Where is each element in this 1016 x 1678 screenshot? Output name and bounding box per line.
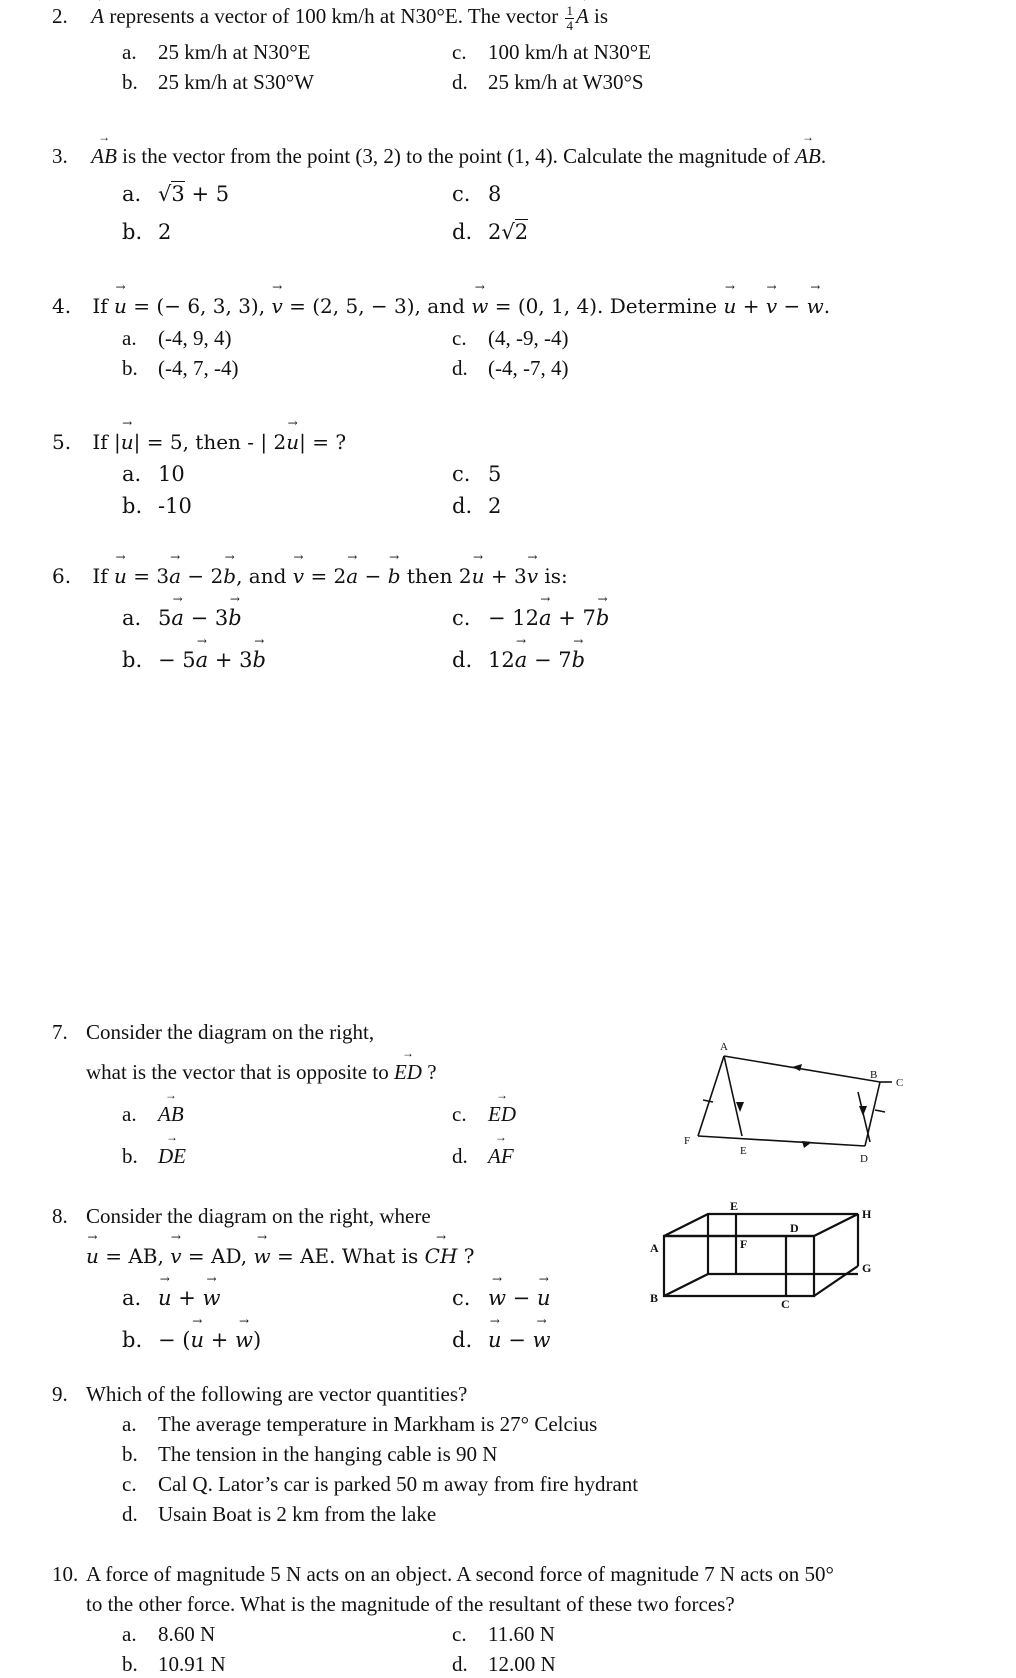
arrow-fd [802,1141,812,1148]
arrow-dd [859,1106,867,1116]
label-f: F [740,1237,748,1251]
option-3a[interactable]: a. √3 + 5 [122,182,230,206]
label-d: D [860,1153,868,1165]
option-2b[interactable]: b. 25 km/h at S30°W [122,70,314,94]
question-2: 2. → A represents a vector of 100 km/h at N30°E. The vector $\frac{1}{4}$ → A is [52,4,608,32]
question-3: 3. → AB is the vector from the point (3, 2) to the point (1, 4). Calculate the magnitude of → AB. [52,144,826,169]
option-3b[interactable]: b. 2 [122,220,172,244]
label-b: B [870,1069,878,1081]
question-10: 10. A force of magnitude 5 N acts on an object. A second force of magnitude 7 N acts on 50° [52,1562,834,1586]
label-c: C [781,1297,790,1310]
option-6d[interactable]: d. 12→ a − 7→ b [452,648,585,672]
option-2c[interactable]: c. 100 km/h at N30°E [452,40,651,64]
edge-cg [814,1266,858,1296]
box-top [664,1214,858,1236]
question-8-line2: → u = AB, → v = AD, → w = AE. What is → CH ? [86,1244,475,1268]
option-8c[interactable]: c.→ w − → u [452,1286,551,1310]
option-6c[interactable]: c. − 12→ a + 7→ b [452,606,609,630]
question-7-line2: what is the vector that is opposite to → ED ? [86,1060,437,1085]
parallelogram-diagram [670,1040,920,1170]
edge-hidden-base [664,1274,708,1296]
question-8: 8. Consider the diagram on the right, where [52,1204,431,1228]
option-4a[interactable]: a. (-4, 9, 4) [122,326,232,350]
fraction: $\frac{1}{4}$ [566,3,573,33]
option-9d[interactable]: d. Usain Boat is 2 km from the lake [122,1502,437,1526]
label-b: B [650,1291,659,1305]
option-7d[interactable]: d.→ AF [452,1144,514,1169]
option-7a[interactable]: a.→ AB [122,1102,184,1127]
option-6b[interactable]: b. − 5→ a + 3→ b [122,648,266,672]
label-h: H [862,1207,872,1221]
option-4c[interactable]: c. (4, -9, -4) [452,326,569,350]
question-9: 9. Which of the following are vector quantities? [52,1382,468,1406]
question-5: 5. If |→ u| = 5, then - | 2→ u| = ? [52,430,346,454]
option-5c[interactable]: c. 5 [452,462,502,486]
option-8b[interactable]: b. − (→ u + → w) [122,1328,261,1352]
label-c: C [896,1077,904,1089]
option-2d[interactable]: d. 25 km/h at W30°S [452,70,644,94]
label-d: D [790,1221,799,1235]
option-10d[interactable]: d. 12.00 N [452,1652,556,1676]
option-9c[interactable]: c. Cal Q. Lator’s car is parked 50 m away from fire hydrant [122,1472,639,1496]
option-3d[interactable]: d. 2√2 [452,220,529,244]
option-9b[interactable]: b. The tension in the hanging cable is 90 N [122,1442,498,1466]
segment-dd [858,1092,870,1142]
option-8d[interactable]: d.→ u − → w [452,1328,551,1352]
segment-ab [724,1056,880,1082]
label-e: E [730,1200,739,1213]
option-2a[interactable]: a. 25 km/h at N30°E [122,40,311,64]
question-4: 4. If → u = (− 6, 3, 3), → v = (2, 5, − 3), and → w = (0, 1, 4). Determine → u + → v − → w. [52,294,830,318]
segment-af [698,1056,724,1136]
box-front [664,1236,814,1296]
question-10-line2: to the other force. What is the magnitude of the resultant of these two forces? [86,1592,735,1616]
option-9a[interactable]: a. The average temperature in Markham is 27° Celcius [122,1412,598,1436]
option-5a[interactable]: a. 10 [122,462,185,486]
option-5b[interactable]: b. -10 [122,494,192,518]
option-3c[interactable]: c. 8 [452,182,502,206]
option-6a[interactable]: a. 5→ a − 3→ b [122,606,242,630]
option-7b[interactable]: b.→ DE [122,1144,186,1169]
arrow-ab [792,1064,802,1071]
option-10b[interactable]: b. 10.91 N [122,1652,226,1676]
option-5d[interactable]: d. 2 [452,494,502,518]
label-a: A [650,1241,659,1255]
label-f: F [684,1135,691,1147]
segment-fd [698,1136,865,1146]
segment-ae [724,1056,742,1136]
option-8a[interactable]: a.→ u + → w [122,1286,221,1310]
arrow-ae [736,1102,744,1112]
option-7c[interactable]: c.→ ED [452,1102,516,1127]
segment-bd [865,1082,880,1146]
option-4d[interactable]: d. (-4, -7, 4) [452,356,569,380]
label-a: A [720,1041,728,1053]
question-6: 6. If → u = 3→ a − 2→ b, and → v = 2→ a − → b then 2→ u + 3→ v is: [52,564,568,588]
label-e: E [740,1145,747,1157]
question-7: 7. Consider the diagram on the right, [52,1020,375,1044]
label-g: G [862,1261,872,1275]
option-10c[interactable]: c. 11.60 N [452,1622,555,1646]
box-diagram [648,1200,888,1310]
option-4b[interactable]: b. (-4, 7, -4) [122,356,239,380]
option-10a[interactable]: a. 8.60 N [122,1622,216,1646]
